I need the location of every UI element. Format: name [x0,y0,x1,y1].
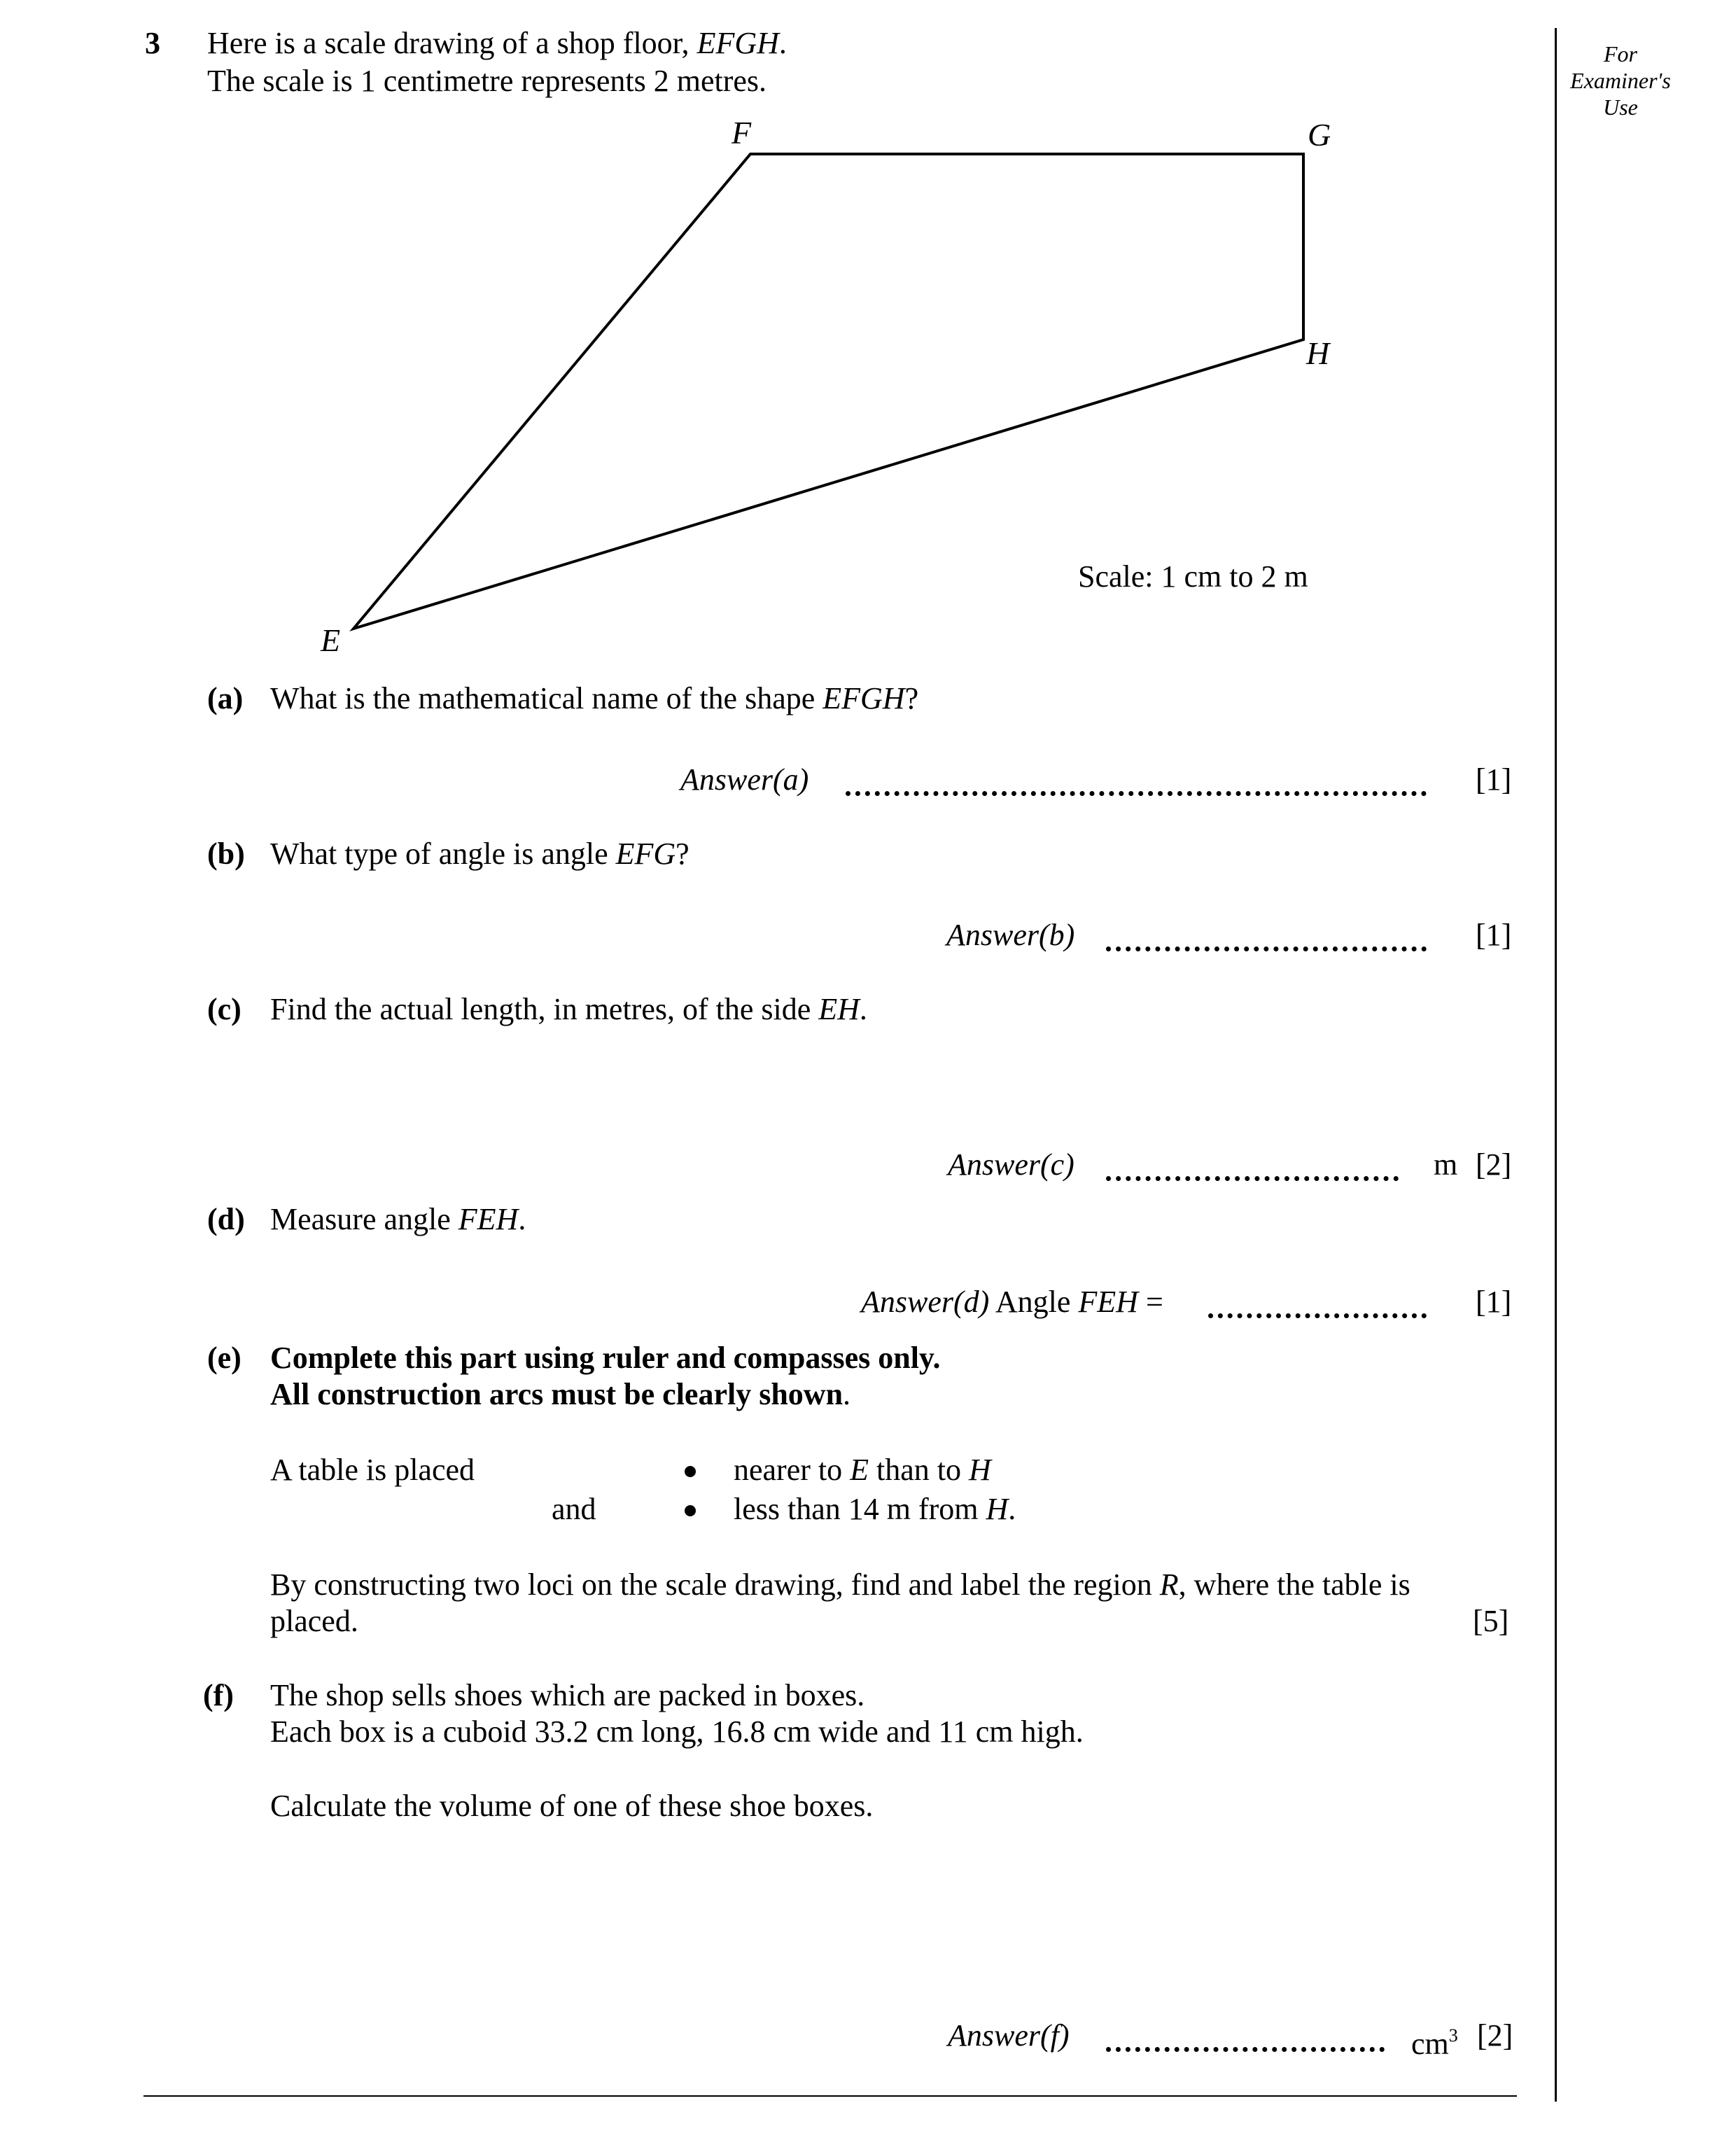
part-f-unit: $cm^3$ [1411,2025,1458,2061]
part-b-question: What type of angle is angle EFG? [270,837,690,871]
part-a-answer-label: Answer(a) [680,762,809,797]
part-d-answer-line[interactable] [1208,1313,1427,1318]
part-e-instruction-1: Complete this part using ruler and compasses only. [270,1341,941,1375]
bullet-2-icon [685,1505,696,1516]
part-d-marks: [1] [1476,1285,1512,1319]
question-number: 3 [145,26,160,60]
part-f-marks: [2] [1477,2018,1513,2053]
part-c-answer-line[interactable] [1106,1176,1399,1181]
vertex-label-g: G [1308,117,1331,153]
part-f-answer-label: Answer(f) [948,2018,1070,2053]
question-intro-line2: The scale is 1 centimetre represents 2 metres. [207,64,767,98]
part-b-answer-label: Answer(b) [946,918,1075,952]
part-f-label: (f) [203,1678,234,1712]
vertex-label-h: H [1306,335,1330,371]
scale-drawing [0,0,1736,700]
part-e-and-text: and [552,1492,596,1526]
page-bottom-rule [144,2095,1517,2097]
part-d-label: (d) [207,1202,245,1236]
vertex-label-e: E [321,622,341,658]
part-f-text-3: Calculate the volume of one of these shoe boxes. [270,1789,874,1823]
part-a-question: What is the mathematical name of the shape EFGH? [270,681,919,715]
part-e-condition-2: less than 14 m from H. [734,1492,1016,1526]
bullet-1-icon [685,1466,696,1477]
part-b-answer-line[interactable] [1106,946,1427,951]
part-f-answer-line[interactable] [1106,2047,1385,2052]
part-d-question: Measure angle FEH. [270,1202,526,1236]
part-a-label: (a) [207,681,244,715]
part-e-label: (e) [207,1341,241,1375]
question-intro-line1: Here is a scale drawing of a shop floor, EFGH. [207,26,787,60]
part-e-condition-1: nearer to E than to H [734,1453,991,1487]
part-e-instruction-2: All construction arcs must be clearly shown. [270,1377,851,1411]
examiner-margin-label: For Examiner's Use [1570,41,1671,120]
part-b-marks: [1] [1476,918,1512,952]
part-e-construct-line2: placed. [270,1604,358,1638]
part-e-placed-text: A table is placed [270,1453,475,1487]
scale-text: Scale: 1 cm to 2 m [1078,559,1308,594]
shop-floor-shape [354,154,1303,629]
part-a-marks: [1] [1476,762,1512,797]
part-a-answer-line[interactable] [846,791,1427,796]
part-c-unit: m [1434,1147,1458,1182]
part-c-answer-label: Answer(c) [948,1147,1074,1182]
part-e-marks: [5] [1473,1604,1509,1638]
part-b-label: (b) [207,837,245,871]
part-c-label: (c) [207,992,241,1026]
vertex-label-f: F [732,115,752,151]
part-d-answer-label: Answer(d) Angle FEH = [861,1285,1163,1319]
part-e-construct-line1: By constructing two loci on the scale drawing, find and label the region R, where the table is [270,1567,1410,1602]
part-c-marks: [2] [1476,1147,1512,1182]
part-f-text-2: Each box is a cuboid 33.2 cm long, 16.8 cm wide and 11 cm high. [270,1714,1084,1749]
part-f-text-1: The shop sells shoes which are packed in boxes. [270,1678,865,1712]
part-c-question: Find the actual length, in metres, of the side EH. [270,992,867,1026]
